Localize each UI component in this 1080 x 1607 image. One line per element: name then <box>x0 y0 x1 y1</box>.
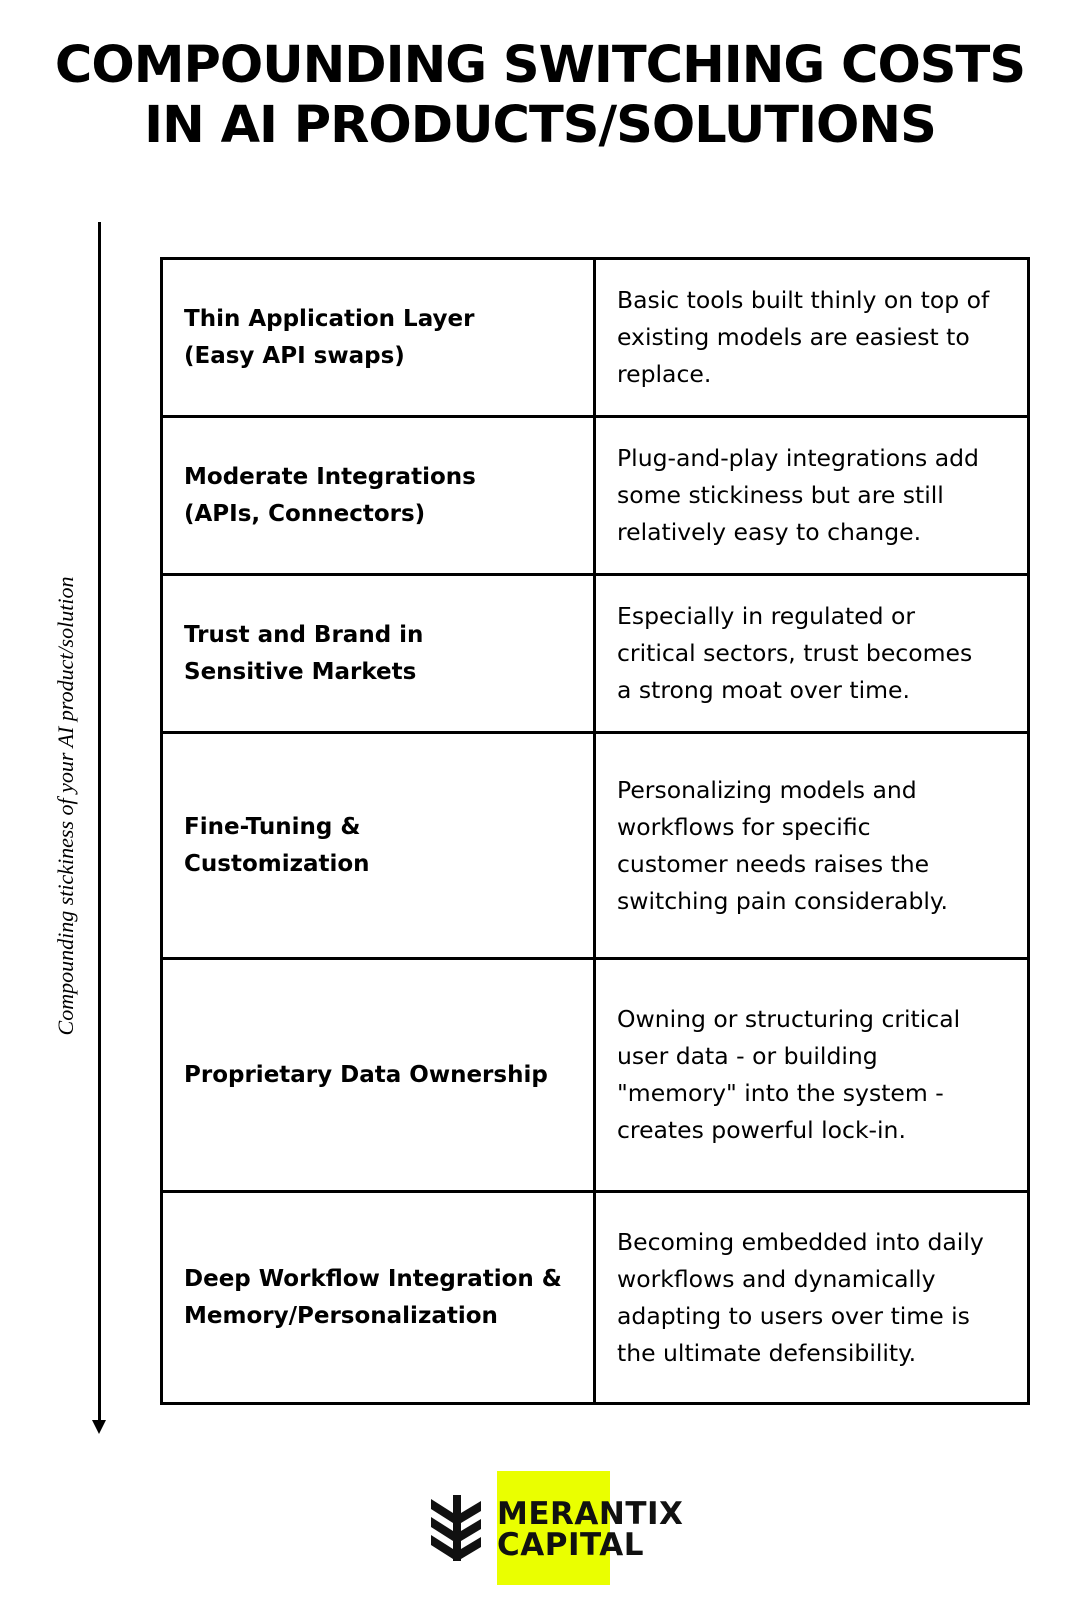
row-label: Proprietary Data Ownership <box>184 1061 548 1088</box>
row-description-cell <box>596 418 1027 576</box>
row-description-cell <box>596 960 1027 1193</box>
row-label-cell <box>163 418 596 576</box>
row-description-cell <box>596 1193 1027 1402</box>
logo-line-2: CAPITAL <box>497 1527 644 1563</box>
row-label-cell <box>163 260 596 418</box>
row-description: Becoming embedded into daily workflows and dynamically adapting to users over time is the ultimate defensibility. <box>617 1227 984 1367</box>
page-title-line-2: IN AI PRODUCTS/SOLUTIONS <box>144 96 936 155</box>
row-label-cell <box>163 734 596 960</box>
row-description: Personalizing models and workflows for specific customer needs raises the switching pain considerably. <box>617 775 948 915</box>
merantix-capital-logo <box>427 1471 684 1585</box>
row-description: Basic tools built thinly on top of existing models are easiest to replace. <box>617 286 990 388</box>
row-description: Plug-and-play integrations add some stickiness but are still relatively easy to change. <box>617 444 979 546</box>
row-label: Thin Application Layer (Easy API swaps) <box>184 305 475 369</box>
row-label-cell <box>163 576 596 734</box>
row-label: Moderate Integrations (APIs, Connectors) <box>184 463 476 527</box>
stickiness-axis-line <box>98 222 101 1428</box>
row-description-cell <box>596 576 1027 734</box>
arrow-down-icon <box>92 1420 106 1434</box>
logo-line-1: MERANTIX <box>497 1496 684 1532</box>
row-description-cell <box>596 260 1027 418</box>
row-description: Especially in regulated or critical sectors, trust becomes a strong moat over time. <box>617 602 973 704</box>
stickiness-axis-label: Compounding stickiness of your AI product/solution <box>53 576 78 1036</box>
logo-accent-box <box>497 1471 684 1585</box>
row-label: Fine-Tuning & Customization <box>184 813 370 877</box>
logo-wordmark <box>497 1496 684 1563</box>
row-description: Owning or structuring critical user data - or building "memory" into the system - creates powerful lock-in. <box>617 1005 961 1144</box>
row-label-cell <box>163 1193 596 1402</box>
page-title-line-1: COMPOUNDING SWITCHING COSTS <box>54 36 1026 95</box>
wheat-sprout-icon <box>427 1491 485 1565</box>
row-label-cell <box>163 960 596 1193</box>
switching-costs-table <box>160 257 1030 1405</box>
row-label: Deep Workflow Integration & Memory/Personalization <box>184 1265 562 1329</box>
row-label: Trust and Brand in Sensitive Markets <box>184 621 424 685</box>
row-description-cell <box>596 734 1027 960</box>
page-title <box>0 36 1080 156</box>
